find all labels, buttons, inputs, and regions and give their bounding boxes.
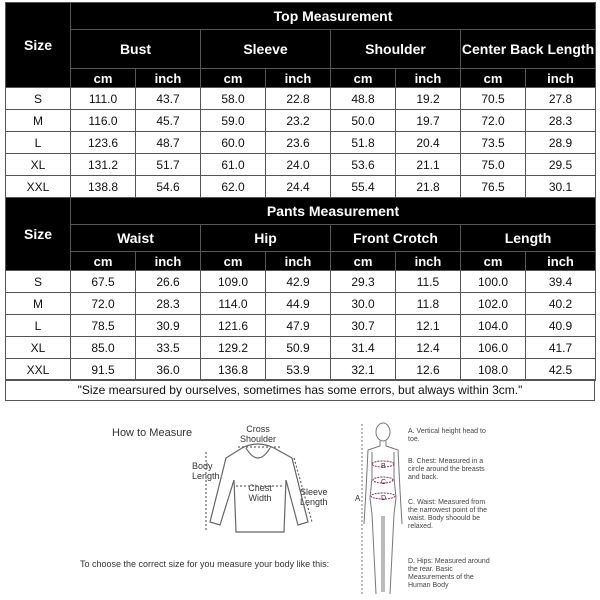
top-measurement-table xyxy=(5,2,596,198)
table-title: Pants Measurement xyxy=(71,198,596,225)
table-row xyxy=(6,88,596,110)
marker-b: B xyxy=(381,463,386,470)
value-cell: 100.0 xyxy=(461,271,526,293)
value-cell: 30.1 xyxy=(526,176,596,198)
value-cell: 60.0 xyxy=(201,132,266,154)
value-cell: 45.7 xyxy=(136,110,201,132)
value-cell: 108.0 xyxy=(461,359,526,381)
value-cell: 72.0 xyxy=(461,110,526,132)
value-cell: 138.8 xyxy=(71,176,136,198)
value-cell: 28.9 xyxy=(526,132,596,154)
value-cell: 111.0 xyxy=(71,88,136,110)
unit-header: inch xyxy=(526,252,596,271)
value-cell: 47.9 xyxy=(266,315,331,337)
size-cell: S xyxy=(6,88,71,110)
note-d: D. Hips: Measured around the rear. Basic Measurements of the Human Body xyxy=(408,558,490,589)
value-cell: 62.0 xyxy=(201,176,266,198)
value-cell: 78.5 xyxy=(71,315,136,337)
value-cell: 28.3 xyxy=(136,293,201,315)
pants-measurement-table xyxy=(5,197,596,381)
table-row xyxy=(6,337,596,359)
unit-header: inch xyxy=(136,252,201,271)
value-cell: 21.1 xyxy=(396,154,461,176)
value-cell: 85.0 xyxy=(71,337,136,359)
unit-header: inch xyxy=(266,252,331,271)
value-cell: 106.0 xyxy=(461,337,526,359)
table-row xyxy=(6,110,596,132)
size-cell: XL xyxy=(6,337,71,359)
value-cell: 36.0 xyxy=(136,359,201,381)
value-cell: 50.9 xyxy=(266,337,331,359)
value-cell: 102.0 xyxy=(461,293,526,315)
column-header: Shoulder xyxy=(331,30,461,69)
value-cell: 24.0 xyxy=(266,154,331,176)
value-cell: 19.2 xyxy=(396,88,461,110)
marker-d: D xyxy=(381,495,387,502)
unit-row xyxy=(6,69,596,88)
unit-header: inch xyxy=(526,69,596,88)
value-cell: 40.2 xyxy=(526,293,596,315)
garment-diagram-icon xyxy=(190,436,340,536)
value-cell: 116.0 xyxy=(71,110,136,132)
value-cell: 131.2 xyxy=(71,154,136,176)
value-cell: 61.0 xyxy=(201,154,266,176)
value-cell: 12.4 xyxy=(396,337,461,359)
value-cell: 75.0 xyxy=(461,154,526,176)
cross-shoulder-label: Cross Shoulder xyxy=(239,424,277,444)
marker-c: C xyxy=(381,479,387,486)
sleeve-length-label: Sleeve Length xyxy=(300,487,328,507)
value-cell: 48.7 xyxy=(136,132,201,154)
value-cell: 67.5 xyxy=(71,271,136,293)
value-cell: 11.5 xyxy=(396,271,461,293)
value-cell: 24.4 xyxy=(266,176,331,198)
table-title: Top Measurement xyxy=(71,3,596,30)
value-cell: 20.4 xyxy=(396,132,461,154)
table-row xyxy=(6,132,596,154)
size-note: "Size mearsured by ourselves, sometimes has some errors, but always within 3cm." xyxy=(5,379,595,401)
value-cell: 29.3 xyxy=(331,271,396,293)
value-cell: 41.7 xyxy=(526,337,596,359)
value-cell: 129.2 xyxy=(201,337,266,359)
size-cell: L xyxy=(6,315,71,337)
note-a: A. Vertical height head to toe. xyxy=(408,428,486,443)
value-cell: 48.8 xyxy=(331,88,396,110)
value-cell: 31.4 xyxy=(331,337,396,359)
value-cell: 22.8 xyxy=(266,88,331,110)
marker-a: A xyxy=(355,494,361,503)
size-cell: XXL xyxy=(6,176,71,198)
value-cell: 53.6 xyxy=(331,154,396,176)
unit-header: cm xyxy=(461,69,526,88)
column-header: Length xyxy=(461,225,596,252)
value-cell: 19.7 xyxy=(396,110,461,132)
value-cell: 72.0 xyxy=(71,293,136,315)
value-cell: 40.9 xyxy=(526,315,596,337)
value-cell: 44.9 xyxy=(266,293,331,315)
column-header: Bust xyxy=(71,30,201,69)
value-cell: 59.0 xyxy=(201,110,266,132)
table-row xyxy=(6,315,596,337)
value-cell: 28.3 xyxy=(526,110,596,132)
table-row xyxy=(6,176,596,198)
unit-header: cm xyxy=(331,69,396,88)
how-to-measure-title: How to Measure xyxy=(112,427,193,439)
unit-header: inch xyxy=(136,69,201,88)
unit-header: cm xyxy=(461,252,526,271)
value-cell: 114.0 xyxy=(201,293,266,315)
unit-header: inch xyxy=(396,252,461,271)
value-cell: 42.9 xyxy=(266,271,331,293)
unit-header: cm xyxy=(201,69,266,88)
value-cell: 12.6 xyxy=(396,359,461,381)
value-cell: 53.9 xyxy=(266,359,331,381)
column-header: Front Crotch xyxy=(331,225,461,252)
size-header: Size xyxy=(6,3,71,88)
body-length-label: Body Length xyxy=(192,461,220,481)
value-cell: 51.8 xyxy=(331,132,396,154)
column-header: Sleeve xyxy=(201,30,331,69)
table-row xyxy=(6,359,596,381)
size-cell: M xyxy=(6,293,71,315)
value-cell: 104.0 xyxy=(461,315,526,337)
value-cell: 58.0 xyxy=(201,88,266,110)
unit-header: cm xyxy=(331,252,396,271)
value-cell: 33.5 xyxy=(136,337,201,359)
value-cell: 29.5 xyxy=(526,154,596,176)
table-row xyxy=(6,271,596,293)
size-cell: XL xyxy=(6,154,71,176)
value-cell: 136.8 xyxy=(201,359,266,381)
value-cell: 109.0 xyxy=(201,271,266,293)
value-cell: 30.7 xyxy=(331,315,396,337)
value-cell: 30.9 xyxy=(136,315,201,337)
size-cell: XXL xyxy=(6,359,71,381)
value-cell: 32.1 xyxy=(331,359,396,381)
chest-width-label: Chest Width xyxy=(248,483,272,503)
unit-header: inch xyxy=(396,69,461,88)
value-cell: 91.5 xyxy=(71,359,136,381)
unit-header: inch xyxy=(266,69,331,88)
size-header: Size xyxy=(6,198,71,271)
unit-header: cm xyxy=(71,69,136,88)
value-cell: 23.2 xyxy=(266,110,331,132)
value-cell: 123.6 xyxy=(71,132,136,154)
value-cell: 39.4 xyxy=(526,271,596,293)
table-row xyxy=(6,154,596,176)
value-cell: 50.0 xyxy=(331,110,396,132)
value-cell: 30.0 xyxy=(331,293,396,315)
size-cell: S xyxy=(6,271,71,293)
unit-header: cm xyxy=(201,252,266,271)
column-header: Hip xyxy=(201,225,331,252)
value-cell: 26.6 xyxy=(136,271,201,293)
value-cell: 51.7 xyxy=(136,154,201,176)
value-cell: 70.5 xyxy=(461,88,526,110)
value-cell: 43.7 xyxy=(136,88,201,110)
size-cell: M xyxy=(6,110,71,132)
value-cell: 11.8 xyxy=(396,293,461,315)
value-cell: 54.6 xyxy=(136,176,201,198)
body-figure-icon xyxy=(358,420,408,598)
note-c: C. Waist: Measured from the narrowest point of the waist. Body shoould be relaxed. xyxy=(408,499,487,530)
value-cell: 42.5 xyxy=(526,359,596,381)
column-header: Center Back Length xyxy=(461,30,596,69)
value-cell: 21.8 xyxy=(396,176,461,198)
value-cell: 73.5 xyxy=(461,132,526,154)
value-cell: 55.4 xyxy=(331,176,396,198)
size-cell: L xyxy=(6,132,71,154)
instruction-text: To choose the correct size for you measure your body like this: xyxy=(80,559,330,569)
value-cell: 121.6 xyxy=(201,315,266,337)
unit-row xyxy=(6,252,596,271)
value-cell: 12.1 xyxy=(396,315,461,337)
value-cell: 23.6 xyxy=(266,132,331,154)
unit-header: cm xyxy=(71,252,136,271)
table-row xyxy=(6,293,596,315)
note-b: B. Chest: Measured in a circle around the breasts and back. xyxy=(408,458,485,481)
column-header: Waist xyxy=(71,225,201,252)
value-cell: 27.8 xyxy=(526,88,596,110)
value-cell: 76.5 xyxy=(461,176,526,198)
